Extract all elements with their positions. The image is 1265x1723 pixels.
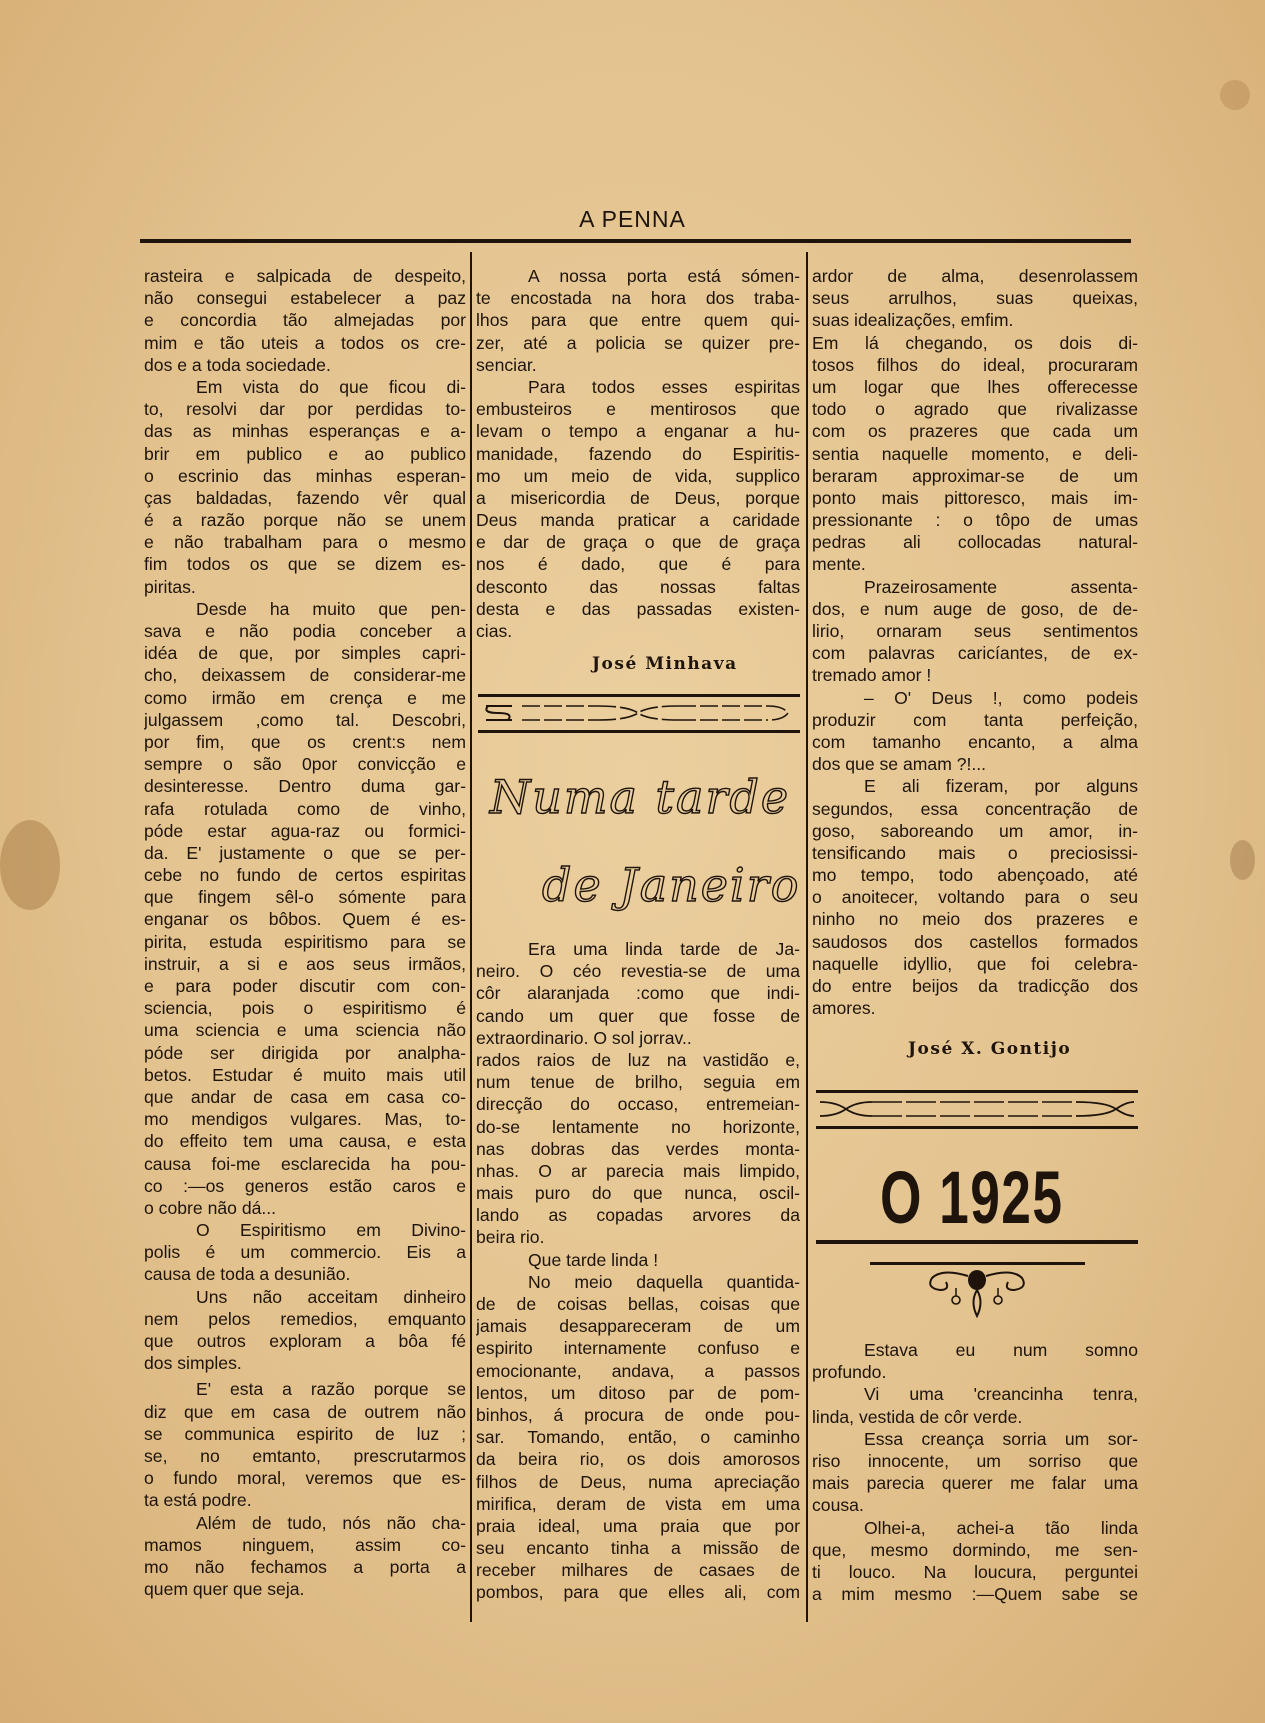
text-line: rasteira e salpicada de despeito, [144,266,466,286]
text-line: como irmão em crença e me [144,687,466,708]
text-line: ponto mais pittoresco, mais im- [812,487,1138,508]
text-line: se communica espirito de luz ; [144,1423,466,1444]
text-line: amores. [812,998,876,1019]
text-line: mim e tão uteis a todos os cre- [144,332,466,353]
text-line: de de coisas bellas, coisas que [476,1294,800,1314]
section-rule-2 [870,1262,1085,1265]
text-line: mo tempo, todo abençoado, até [812,865,1138,886]
text-line: sava e não podia conceber a [144,621,466,641]
text-line: e para poder discutir com con- [144,976,466,996]
ornamental-divider [478,700,800,726]
column-3-text-bottom [812,1339,1138,1605]
text-line: com tamanho encanto, a alma [812,731,1138,752]
text-line: desinteresse. Dentro duma gar- [144,776,466,797]
text-line: seus arrulhos, suas queixas, [812,288,1138,309]
text-line: Era uma linda tarde de Ja- [528,939,800,959]
signature-jose-minhava: José Minhava [592,654,738,674]
column-divider [806,252,808,1622]
column-1-text [144,265,466,1600]
text-line: mamos ninguem, assim co- [144,1534,466,1555]
text-line: dos simples. [144,1353,242,1374]
text-line: nem pelos remedios, emquanto [144,1308,466,1329]
ornament-rule-top [816,1090,1138,1093]
text-line: direcção do occaso, entremeian- [476,1094,800,1115]
text-line: receber milhares de casaes de [476,1560,800,1581]
text-line: produzir com tanta perfeição, [812,709,1138,730]
text-line: por fim, que os crent:s nem [144,731,466,752]
text-line: beira rio. [476,1227,545,1248]
text-line: suas idealizações, emfim. [812,310,1014,331]
text-line: binhos, á procura de onde pou- [476,1404,800,1425]
text-line: cando um quer que fosse de [476,1005,800,1026]
text-line: to, resolvi dar por perdidas to- [144,399,466,420]
text-line: Que tarde linda ! [528,1249,659,1270]
text-line: emocionante, andava, a passos [476,1360,800,1381]
text-line: lhos para que entre quem qui- [476,310,800,331]
text-line: dos que se amam ?!... [812,754,987,775]
text-line: ardor de alma, desenrolassem [812,266,1138,286]
text-line: póde ser dirigida por analpha- [144,1042,466,1063]
text-line: o fundo moral, veremos que es- [144,1468,466,1489]
text-line: neiro. O céo revestia-se de uma [476,961,800,982]
text-line: embusteiros e mentirosos que [476,399,800,420]
text-line: quem quer que seja. [144,1579,305,1600]
text-line: é a razão porque não se unem [144,510,466,531]
text-line: polis é um commercio. Eis a [144,1242,466,1263]
text-line: e dar de graça o que de graça [476,532,800,553]
text-line: beraram approximar-se de um [812,465,1138,486]
text-line: do effeito tem uma causa, e esta [144,1131,466,1152]
text-line: lirio, ornaram seus sentimentos [812,621,1138,641]
text-line: Para todos esses espiritas [528,376,800,397]
text-line: te encostada na hora dos traba- [476,288,800,309]
text-line: tosos filhos do ideal, procuraram [812,354,1138,375]
text-line: mo não fechamos a porta a [144,1556,466,1577]
text-line: cias. [476,621,513,641]
text-line: extraordinario. O sol jorrav.. [476,1027,692,1048]
text-line: póde estar agua-raz ou formici- [144,820,466,841]
text-line: ti louco. Na loucura, perguntei [812,1561,1138,1582]
text-line: – O' Deus !, como podeis [864,687,1138,708]
text-line: se, no emtanto, prescrutarmos [144,1445,466,1466]
text-line: sentia naquelle momento, e deli- [812,443,1138,464]
text-line: Estava eu num somno [864,1340,1138,1360]
text-line: do-se lentamente no horizonte, [476,1116,800,1137]
text-line: riso innocente, um sorriso que [812,1450,1138,1471]
text-line: nhas. O ar parecia mais limpido, [476,1160,800,1181]
section-rule-1 [816,1240,1138,1244]
text-line: manidade, fazendo do Espiritis- [476,443,800,464]
text-line: uma sciencia e uma sciencia não [144,1020,466,1041]
text-line: O Espiritismo em Divino- [196,1220,466,1241]
text-line: mo mendigos vulgares. Mas, to- [144,1109,466,1130]
paper-stain [1220,80,1250,110]
text-line: Além de tudo, nós não cha- [196,1512,466,1533]
text-line: causa foi-me esclarecida ha pou- [144,1153,466,1174]
paper-stain [1230,840,1255,880]
text-line: que, mesmo dormindo, me sen- [812,1539,1138,1560]
text-line: filhos de Deus, numa apreciação [476,1471,800,1492]
text-line: senciar. [476,354,537,375]
column-3-text-top [812,265,1138,1019]
text-line: não consegui estabelecer a paz [144,288,466,309]
text-line: com os prazeres que cada um [812,421,1138,442]
ornament-rule-top [478,694,800,697]
text-line: espirito internamente confuso e [476,1338,800,1359]
text-line: sciencia, pois o espiritismo é [144,998,466,1019]
ornament-rule-bottom [478,730,800,733]
text-line: mais parecia querer me falar uma [812,1473,1138,1494]
text-line: rafa rotulada como de vinho, [144,798,466,819]
ornament-rule-bottom [816,1126,1138,1129]
text-line: num tenue de brilho, seguia em [476,1072,800,1093]
ornamental-divider [816,1096,1138,1122]
text-line: com palavras caricíantes, de ex- [812,643,1138,664]
text-line: cousa. [812,1495,864,1516]
floral-ornament-icon [922,1266,1032,1318]
text-line: saudosos dos castellos formados [812,931,1138,952]
paper-stain [0,820,60,910]
text-line: nos é dado, que é para [476,554,800,575]
text-line: Em lá chegando, os dois di- [812,332,1138,353]
article-title-line-1: Numa tarde [490,770,791,824]
text-line: instruir, a si e aos seus irmãos, [144,953,466,974]
masthead-title: A PENNA [579,206,686,232]
text-line: jamais desappareceram de um [476,1316,800,1337]
text-line: lentos, um ditoso par de pom- [476,1382,800,1403]
text-line: Em vista do que ficou di- [196,376,466,397]
text-line: piritas. [144,576,196,597]
text-line: Uns não acceitam dinheiro [196,1286,466,1307]
text-line: sar. Tomando, então, o caminho [476,1427,800,1448]
text-line: tensificando mais o preciosissi- [812,842,1138,863]
text-line: cho, deixassem de considerar-me [144,665,466,686]
text-line: rados raios de luz na vastidão e, [476,1049,800,1070]
text-line: mirifica, deram de vista em uma [476,1493,800,1514]
text-line: côr alaranjada :como que indi- [476,983,800,1004]
text-line: praia ideal, uma praia que por [476,1515,800,1536]
text-line: Desde ha muito que pen- [196,598,466,619]
text-line: mo um meio de vida, supplico [476,465,800,486]
text-line: diz que em casa de outrem não [144,1401,466,1422]
text-line: naquelle idyllio, que foi celebra- [812,953,1138,974]
text-line: a mim mesmo :—Quem sabe se [812,1584,1138,1605]
text-line: Essa creança sorria um sor- [864,1428,1138,1449]
article-title-line-2: de Janeiro [542,858,801,912]
text-line: o cobre não dá... [144,1197,277,1218]
text-line: mais puro do que nunca, oscil- [476,1183,800,1204]
text-line: lando as copadas arvores da [476,1205,800,1226]
text-line: goso, saboreando um amor, in- [812,820,1138,841]
text-line: pombos, para que elles ali, com [476,1582,800,1603]
text-line: betos. Estudar é muito mais util [144,1064,466,1085]
text-line: o anoitecer, voltando para o seu [812,887,1138,908]
text-line: ças baldadas, fazendo vêr qual [144,487,466,508]
text-line: o escrinio das minhas esperan- [144,465,466,486]
text-line: cebe no fundo de certos espiritas [144,865,466,886]
text-line: segundos, essa concentração de [812,798,1138,819]
text-line: levam o tempo a enganar a hu- [476,421,800,442]
text-line: mente. [812,554,866,575]
text-line: profundo. [812,1362,887,1383]
text-line: idéa de que, por simples capri- [144,643,466,664]
text-line: que andar de casa em casa co- [144,1086,466,1107]
text-line: e não trabalham para o mesmo [144,532,466,553]
text-line: co :—os generos estão caros e [144,1175,466,1196]
text-line: Prazeirosamente assenta- [864,576,1138,597]
text-line: tremado amor ! [812,665,932,686]
text-line: todo o agrado que rivalizasse [812,399,1138,420]
text-line: ninho no meio dos prazeres e [812,909,1138,930]
text-line: zer, até a policia se quizer pre- [476,332,800,353]
text-line: enganar os bôbos. Quem é es- [144,909,466,930]
text-line: dos, e num auge de goso, de de- [812,598,1138,619]
text-line: pirita, estuda espiritismo para se [144,931,466,952]
text-line: brir em publico e ao publico [144,443,466,464]
column-2-text-bottom [476,938,800,1604]
text-line: ta está podre. [144,1490,252,1511]
text-line: linda, vestida de côr verde. [812,1406,1023,1427]
column-2-text-top [476,265,800,642]
text-line: No meio daquella quantida- [528,1271,800,1292]
text-line: dos e a toda sociedade. [144,354,331,375]
text-line: da beira rio, os dois amorosos [476,1449,800,1470]
masthead-rule [140,239,1131,243]
text-line: um logar que lhes offerecesse [812,376,1138,397]
signature-jose-x-gontijo: José X. Gontijo [908,1039,1072,1059]
text-line: seu encanto tinha a missão de [476,1538,800,1559]
text-line: pressionante : o tôpo de umas [812,510,1138,531]
text-line: desconto das nossas faltas [476,576,800,597]
text-line: sempre o são 0por convicção e [144,754,466,775]
text-line: E' esta a razão porque se [196,1379,466,1400]
text-line: desta e das passadas existen- [476,598,800,619]
text-line: nas dobras das verdes monta- [476,1138,800,1159]
section-title-1925: O 1925 [880,1156,1064,1239]
text-line: que outros exploram a bôa fé [144,1331,466,1351]
text-line: que fingem sêl-o sómente para [144,887,466,908]
text-line: a misericordia de Deus, porque [476,487,800,508]
text-line: Olhei-a, achei-a tão linda [864,1517,1138,1538]
text-line: A nossa porta está sómen- [528,266,800,286]
text-line: julgassem ,como tal. Descobri, [144,709,466,730]
text-line: Vi uma 'creancinha tenra, [864,1384,1138,1405]
text-line: causa de toda a desunião. [144,1264,351,1285]
text-line: Deus manda praticar a caridade [476,510,800,531]
text-line: fim todos os que se dizem es- [144,554,466,575]
text-line: pedras ali collocadas natural- [812,532,1138,553]
text-line: das as minhas esperanças e a- [144,421,466,442]
column-divider [470,252,472,1622]
text-line: da. E' justamente o que se per- [144,842,466,863]
text-line: e concordia tão almejadas por [144,310,466,331]
text-line: do entre beijos da tradicção dos [812,976,1138,996]
text-line: E ali fizeram, por alguns [864,776,1138,797]
